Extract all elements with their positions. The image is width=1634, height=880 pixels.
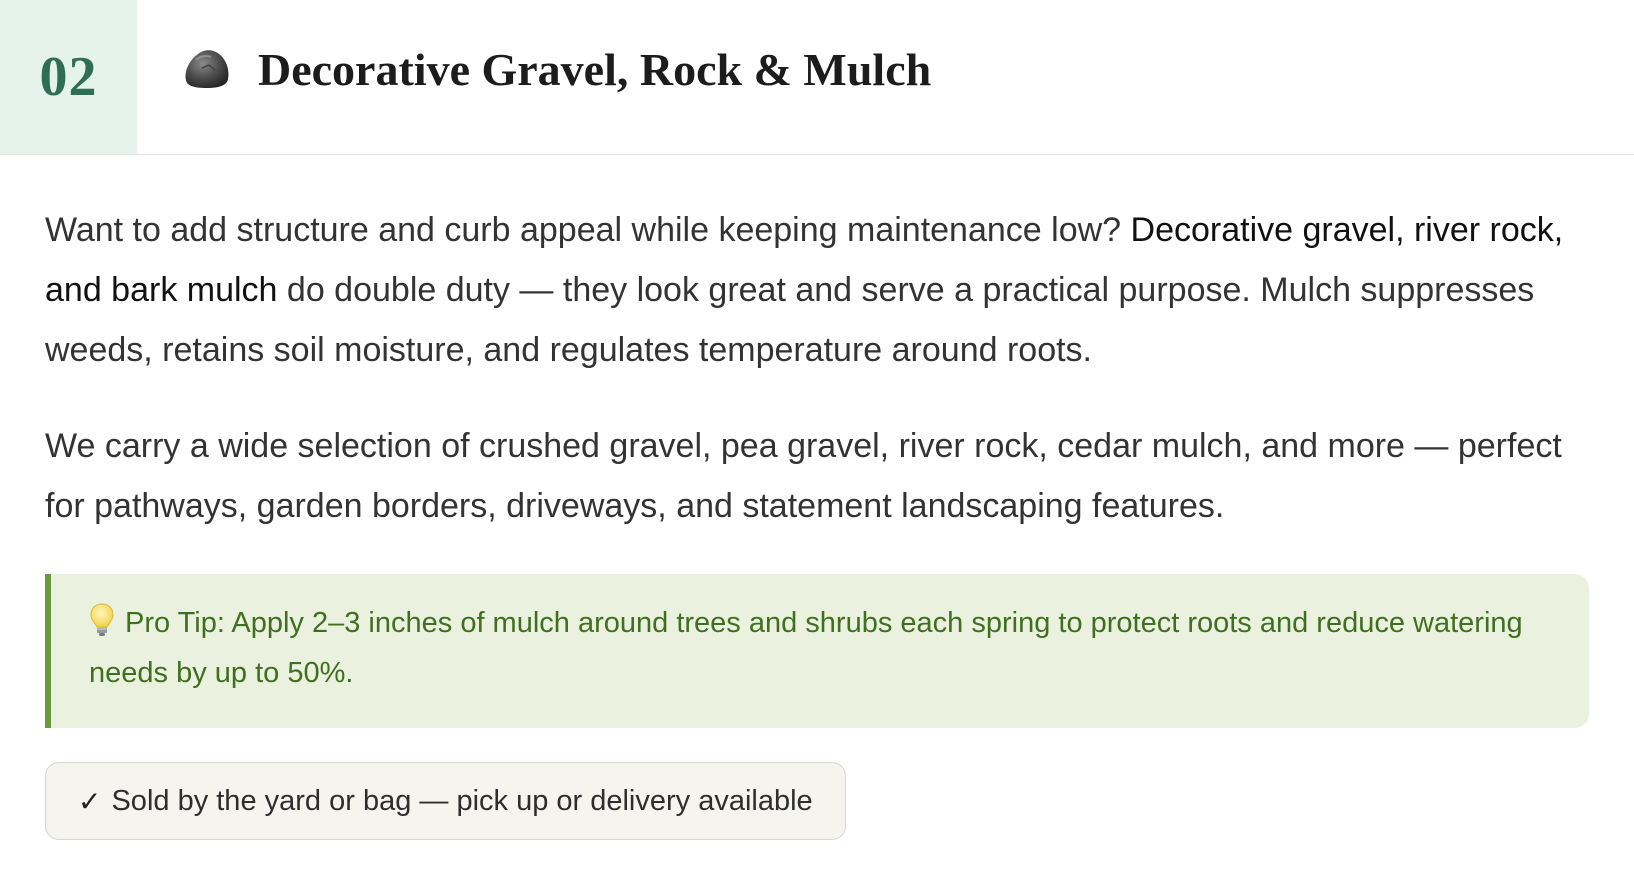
selection-paragraph: We carry a wide selection of crushed gravel, pea gravel, river rock, cedar mulch, and more — perfect for pathways, garden borders, driveways, and statement landscaping features. [45,427,1562,525]
lightbulb-icon [89,602,115,638]
checkmark-icon: ✓ [78,784,102,818]
intro-paragraph [45,200,1595,380]
pro-tip-callout [45,574,1589,728]
section-title: Decorative Gravel, Rock & Mulch [258,44,932,95]
section-header [0,0,1634,155]
rock-icon [182,46,232,90]
intro-text-after: do double duty — they look great and serve a practical purpose. Mulch suppresses weeds, retains soil moisture, and regulates temperature around roots. [45,271,1535,369]
availability-badge [45,762,846,840]
intro-highlight: Decorative gravel, river rock, and bark mulch [45,211,1564,309]
section-content [45,200,1595,536]
availability-text: Sold by the yard or bag — pick up or delivery available [111,784,813,817]
intro-text-before: Want to add structure and curb appeal while keeping maintenance low? [45,211,1131,249]
section-number: 02 [0,0,137,154]
pro-tip-text: Pro Tip: Apply 2–3 inches of mulch around trees and shrubs each spring to protect roots and reduce watering needs by up to 50%. [89,607,1523,689]
